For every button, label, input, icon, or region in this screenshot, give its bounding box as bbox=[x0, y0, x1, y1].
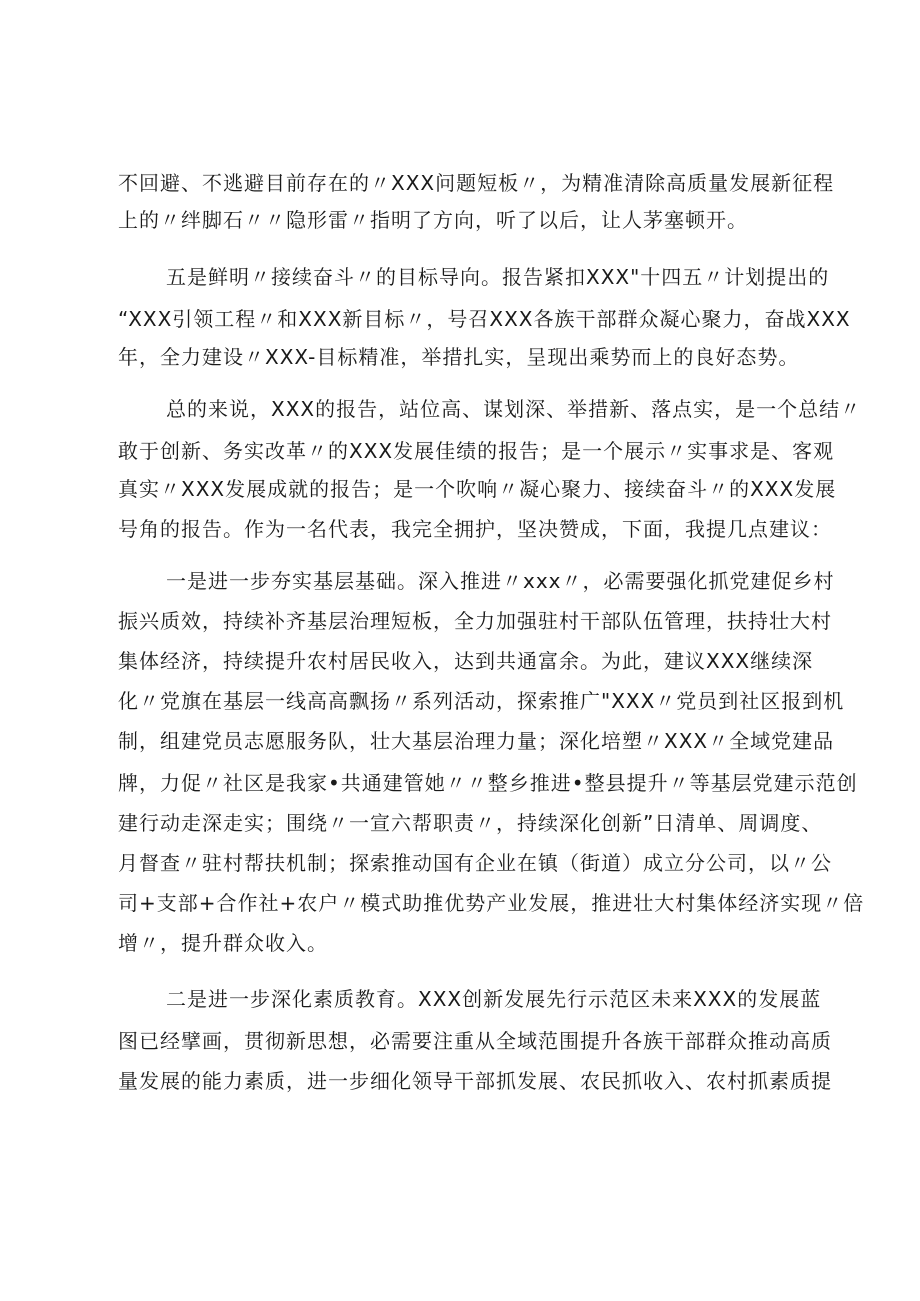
text-line: 司+支部+合作社+农户〃模式助推优势产业发展，推进壮大村集体经济实现〃倍 bbox=[118, 891, 865, 915]
text-line: 增〃，提升群众收入。 bbox=[118, 931, 328, 955]
text-line: “XXX引领工程〃和XXX新目标〃，号召XXX各族干部群众凝心聚力，奋战XXX bbox=[118, 307, 851, 331]
paragraph-start-line: 一是进一步夯实基层基础。深入推进〃xxx〃，必需要强化抓党建促乡村 bbox=[166, 569, 835, 593]
text-line: 建行动走深走实；围绕〃一宣六帮职责〃，持续深化创新”日清单、周调度、 bbox=[118, 811, 823, 835]
paragraph-start-line: 总的来说，XXX的报告，站位高、谋划深、举措新、落点实，是一个总结〃 bbox=[166, 397, 862, 421]
text-line: 真实〃XXX发展成就的报告；是一个吹响〃凝心聚力、接续奋斗〃的XXX发展 bbox=[118, 477, 837, 501]
text-line: 集体经济，持续提升农村居民收入，达到共通富余。为此，建议XXX继续深 bbox=[118, 649, 814, 673]
text-line: 牌，力促〃社区是我家•共通建管她〃〃整乡推进•整县提升〃等基层党建示范创 bbox=[118, 771, 858, 795]
text-line: 敢于创新、务实改革〃的XXX发展佳绩的报告；是一个展示〃实事求是、客观 bbox=[118, 439, 835, 463]
text-line: 号角的报告。作为一名代表，我完全拥护，坚决赞成，下面，我提几点建议： bbox=[118, 517, 832, 541]
paragraph-start-line: 二是进一步深化素质教育。XXX创新发展先行示范区未来XXX的发展蓝 bbox=[166, 987, 822, 1011]
text-line: 上的〃绊脚石〃〃隐形雷〃指明了方向，听了以后，让人茅塞顿开。 bbox=[118, 208, 748, 232]
text-line: 图已经擘画，贯彻新思想，必需要注重从全域范围提升各族干部群众推动高质 bbox=[118, 1029, 832, 1053]
paragraph-start-line: 五是鲜明〃接续奋斗〃的目标导向。报告紧扣XXX"十四五〃计划提出的 bbox=[166, 265, 830, 289]
text-line: 振兴质效，持续补齐基层治理短板，全力加强驻村干部队伍管理，扶持壮大村 bbox=[118, 609, 832, 633]
text-line: 制，组建党员志愿服务队，壮大基层治理力量；深化培塑〃XXX〃全域党建品 bbox=[118, 729, 835, 753]
text-line: 年，全力建设〃XXX-目标精准，举措扎实，呈现出乘势而上的良好态势。 bbox=[118, 345, 800, 369]
text-line: 不回避、不逃避目前存在的〃XXX问题短板〃，为精准清除高质量发展新征程 bbox=[118, 171, 835, 195]
text-line: 化〃党旗在基层一线高高飘扬〃系列活动，探索推广"XXX〃党员到社区报到机 bbox=[118, 689, 845, 713]
text-line: 月督查〃驻村帮扶机制；探索推动国有企业在镇（街道）成立分公司，以〃公 bbox=[118, 851, 832, 875]
text-line: 量发展的能力素质，进一步细化领导干部抓发展、农民抓收入、农村抓素质提 bbox=[118, 1069, 832, 1093]
